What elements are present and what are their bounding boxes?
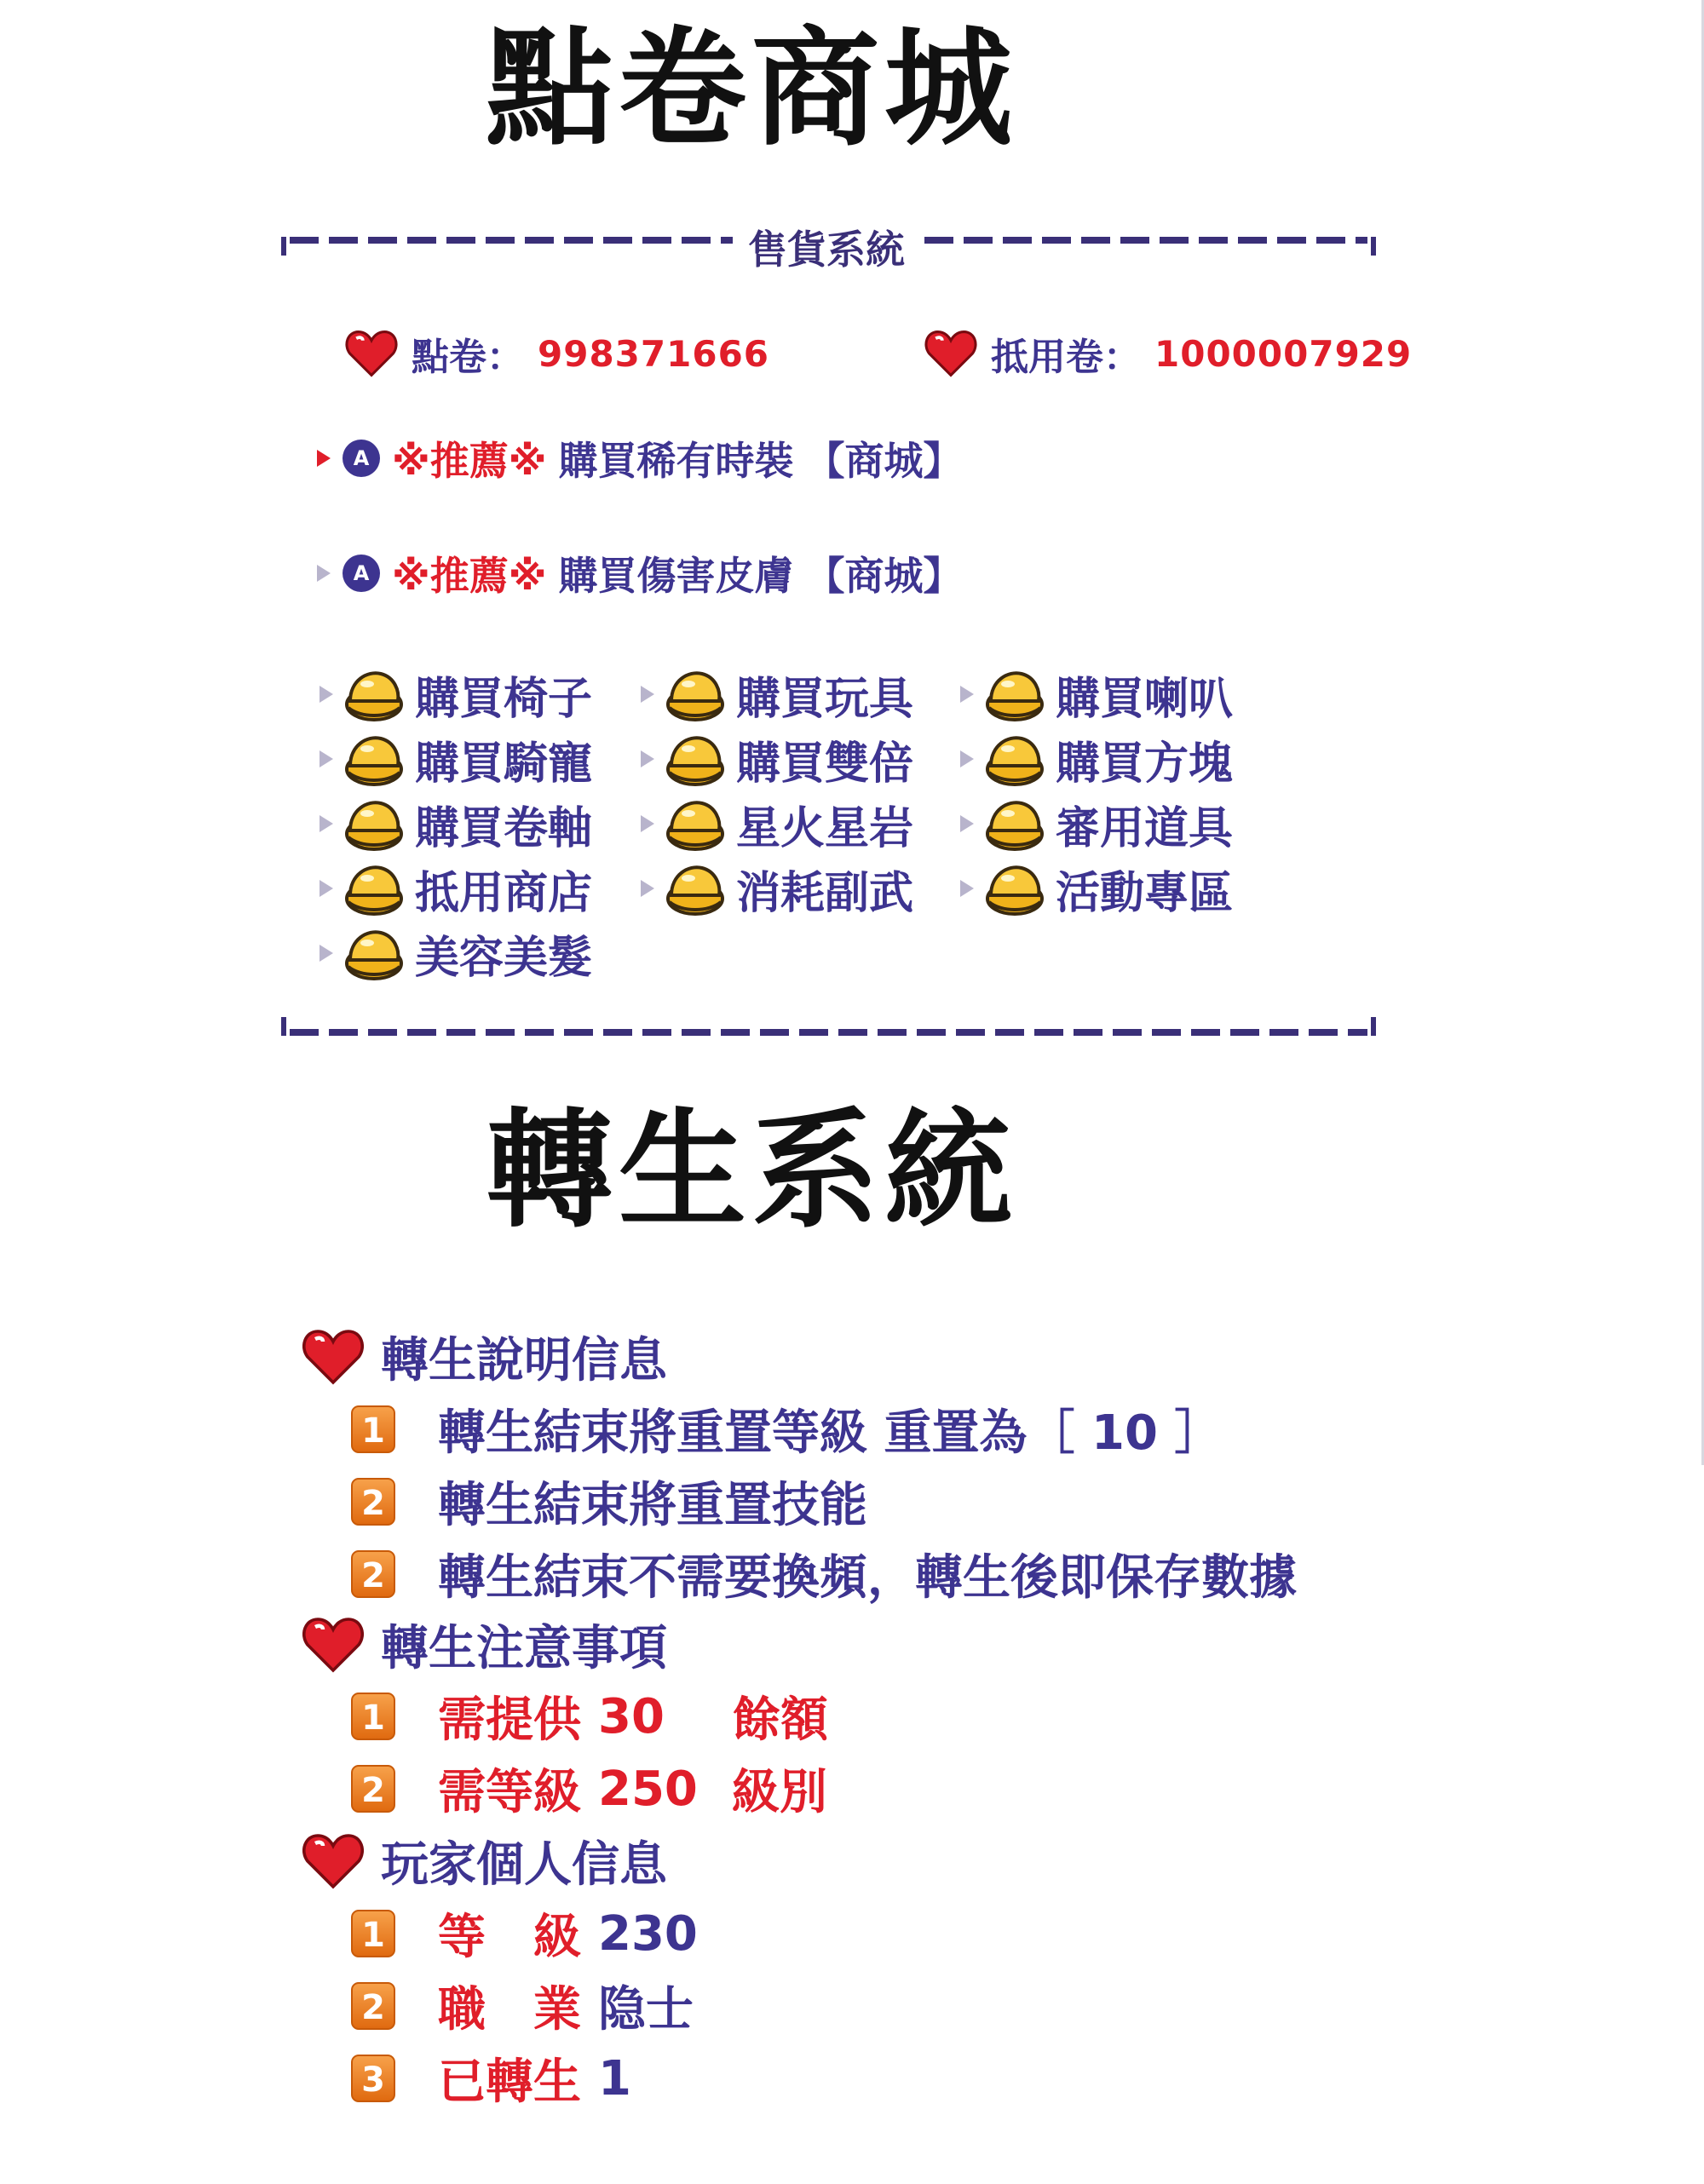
- shop-item[interactable]: [960, 664, 1233, 724]
- frame-corner-left: [281, 237, 286, 256]
- arrow-icon: [960, 686, 974, 703]
- list-item: [351, 1544, 1297, 1604]
- section-title: 玩家個人信息: [381, 1837, 667, 1893]
- shop-item-label: 購買卷軸: [415, 802, 593, 854]
- number-badge: 2: [351, 1982, 395, 2030]
- cash-balance: [345, 328, 769, 379]
- list-item: [351, 1904, 698, 1963]
- blob-icon: [665, 796, 726, 852]
- shop-item-label: 活動專區: [1056, 867, 1234, 919]
- a-icon: A: [343, 555, 380, 592]
- section-title: 轉生注意事項: [381, 1621, 667, 1676]
- cash-value: 998371666: [538, 332, 770, 375]
- number-badge: 2: [351, 1478, 395, 1526]
- shop-item-label: 美容美髮: [415, 932, 593, 984]
- blob-icon: [343, 666, 405, 722]
- blob-icon: [984, 860, 1045, 917]
- shop-item[interactable]: [960, 794, 1233, 853]
- shop-item-label: 星火星岩: [736, 802, 914, 854]
- blob-icon: [665, 666, 726, 722]
- list-item: [351, 1472, 867, 1532]
- arrow-icon: [641, 686, 654, 703]
- heart-icon: [302, 1329, 364, 1385]
- shop-item-label: 購買騎寵: [415, 738, 593, 790]
- blob-icon: [665, 731, 726, 787]
- list-item: [351, 1687, 828, 1746]
- recommend-damage-skin[interactable]: [317, 548, 962, 599]
- heart-icon: [302, 1833, 364, 1889]
- row-label: 需等級: [438, 1765, 581, 1820]
- row-text: 轉生結束將重置等級 重置為［ 10 ］: [438, 1405, 1223, 1461]
- shop-item[interactable]: [320, 923, 592, 983]
- arrow-icon: [320, 686, 333, 703]
- number-badge: 3: [351, 2055, 395, 2102]
- row-label: 等 級: [438, 1910, 581, 1965]
- row-unit: 餘額: [732, 1693, 828, 1748]
- blob-icon: [343, 731, 405, 787]
- recommend-tag: ※推薦※: [392, 553, 547, 599]
- frame-dash-left: [290, 237, 733, 244]
- number-badge: 2: [351, 1765, 395, 1813]
- arrow-icon: [320, 815, 333, 832]
- number-badge: 2: [351, 1550, 395, 1598]
- shop-item-label: 購買椅子: [415, 673, 593, 725]
- row-text: 轉生結束將重置技能: [438, 1478, 867, 1533]
- mall-link[interactable]: 【商城】: [805, 438, 963, 484]
- number-badge: 1: [351, 1693, 395, 1740]
- arrow-icon: [320, 750, 333, 767]
- shop-item-label: 抵用商店: [415, 867, 593, 919]
- frame-label: 售貨系統: [748, 227, 905, 273]
- arrow-icon: [317, 450, 331, 467]
- number-badge: 1: [351, 1910, 395, 1957]
- shop-item[interactable]: [960, 729, 1233, 789]
- recommend-text: 購買稀有時裝: [558, 438, 794, 484]
- row-value: 30: [598, 1688, 665, 1744]
- a-icon: A: [343, 440, 380, 477]
- recommend-text: 購買傷害皮膚: [558, 553, 794, 599]
- mall-link[interactable]: 【商城】: [805, 553, 963, 599]
- arrow-icon: [641, 815, 654, 832]
- frame-dash: [290, 1029, 1367, 1036]
- row-value: 1: [598, 2050, 631, 2106]
- row-label: 職 業: [438, 1982, 581, 2037]
- list-item: [351, 1759, 827, 1819]
- shop-item-label: 購買玩具: [736, 673, 914, 725]
- frame-corner-right: [1371, 237, 1376, 256]
- frame-top-border: [281, 226, 1376, 273]
- shop-item-label: 購買喇叭: [1056, 673, 1234, 725]
- heart-icon: [345, 330, 398, 377]
- shop-item[interactable]: [320, 729, 592, 789]
- blob-icon: [984, 796, 1045, 852]
- shop-item[interactable]: [320, 794, 592, 853]
- blob-icon: [343, 925, 405, 981]
- cash-label: 點卷：: [412, 336, 524, 379]
- arrow-icon: [960, 880, 974, 897]
- arrow-icon: [320, 880, 333, 897]
- heart-icon: [924, 330, 977, 377]
- voucher-value: 1000007929: [1154, 332, 1413, 375]
- voucher-balance: [924, 328, 1412, 379]
- blob-icon: [343, 860, 405, 917]
- heart-icon: [302, 1617, 364, 1673]
- shop-item[interactable]: [641, 859, 913, 918]
- frame-corner-left: [281, 1017, 286, 1036]
- row-label: 已轉生: [438, 2055, 581, 2110]
- section-header: [302, 1612, 667, 1677]
- number-badge: 1: [351, 1405, 395, 1453]
- shop-item[interactable]: [320, 664, 592, 724]
- shop-item[interactable]: [641, 794, 913, 853]
- shop-item-label: 消耗副武: [736, 867, 914, 919]
- row-value: 250: [598, 1761, 698, 1817]
- arrow-icon: [641, 750, 654, 767]
- shop-item[interactable]: [960, 859, 1233, 918]
- list-item: [351, 1399, 1222, 1459]
- row-unit: 級別: [731, 1765, 827, 1820]
- blob-icon: [665, 860, 726, 917]
- shop-item-label: 審用道具: [1056, 802, 1234, 854]
- shop-item[interactable]: [641, 664, 913, 724]
- shop-item-label: 購買雙倍: [736, 738, 914, 790]
- voucher-label: 抵用卷：: [991, 336, 1141, 379]
- arrow-icon: [317, 565, 331, 582]
- row-value: 230: [598, 1905, 698, 1962]
- frame-bottom-border: [281, 1018, 1376, 1043]
- recommend-tag: ※推薦※: [392, 438, 547, 484]
- arrow-icon: [960, 750, 974, 767]
- section-header: [302, 1325, 667, 1389]
- recommend-fashion[interactable]: [317, 433, 962, 484]
- row-value: 隐士: [598, 1982, 694, 2037]
- section-header: [302, 1829, 667, 1894]
- shop-item[interactable]: [320, 859, 592, 918]
- frame-dash-right: [924, 237, 1367, 244]
- row-label: 需提供: [438, 1693, 581, 1748]
- blob-icon: [343, 796, 405, 852]
- list-item: [351, 1976, 694, 2036]
- blob-icon: [984, 731, 1045, 787]
- page-title-shop: 點卷商城: [486, 15, 1018, 164]
- list-item: [351, 2049, 631, 2108]
- page-title-rebirth: 轉生系統: [486, 1097, 1018, 1245]
- arrow-icon: [320, 945, 333, 962]
- arrow-icon: [960, 815, 974, 832]
- frame-corner-right: [1371, 1017, 1376, 1036]
- blob-icon: [984, 666, 1045, 722]
- row-text: 轉生結束不需要換頻，轉生後即保存數據: [438, 1550, 1297, 1606]
- section-title: 轉生說明信息: [381, 1333, 667, 1388]
- shop-item[interactable]: [641, 729, 913, 789]
- arrow-icon: [641, 880, 654, 897]
- shop-item-label: 購買方塊: [1056, 738, 1234, 790]
